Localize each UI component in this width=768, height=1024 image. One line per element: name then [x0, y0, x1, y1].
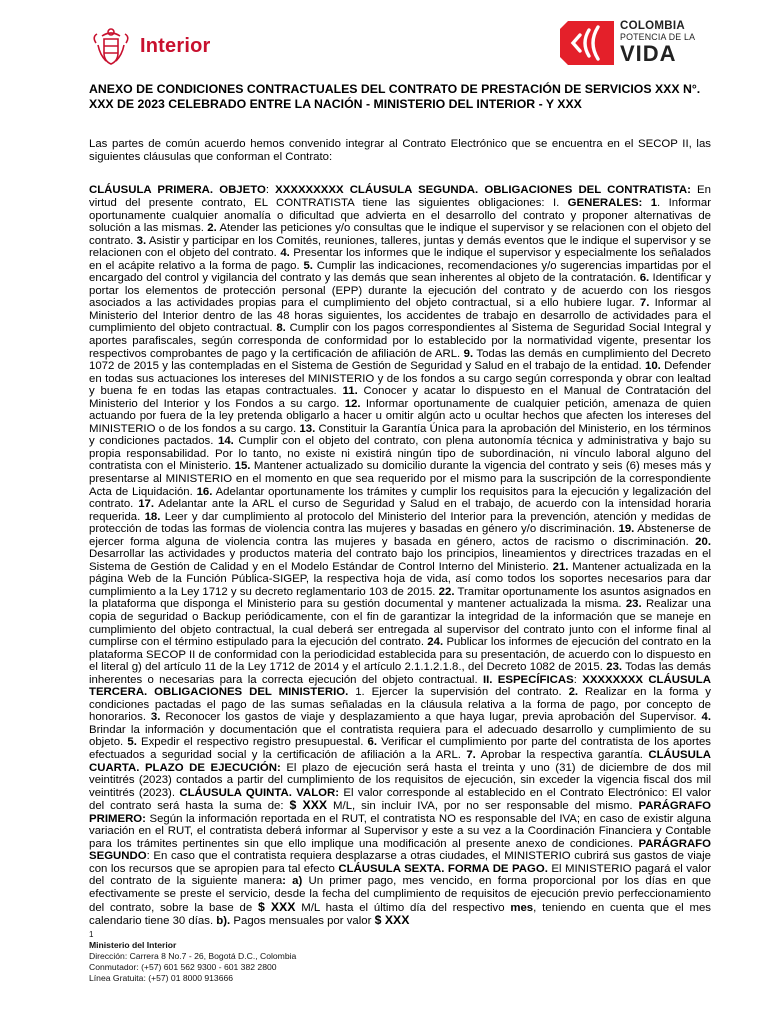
- clause-text: Constituir la Garantía Única para la aprobación del Ministerio, en los términos y condiciones pactados.: [89, 422, 711, 448]
- clause-heading-text: 13.: [299, 422, 316, 435]
- clause-heading-text: mes: [510, 901, 534, 914]
- clause-text: Defender en todas sus actuaciones los intereses del MINISTERIO y de los fondos a su cargo según corresponda y obrar con lealtad y buena fe en todas las etapas contractuales.: [89, 360, 712, 398]
- coat-of-arms-icon: [88, 23, 134, 69]
- clause-text: 1. Ejercer la supervisión del contrato.: [348, 686, 569, 699]
- footnote-marker: 1: [89, 930, 94, 939]
- clause-text: Abstenerse de ejercer forma alguna de violencia contra las mujeres y basada en género, actos de racismo o discriminación.: [89, 523, 711, 548]
- clause-text: Publicar los informes de ejecución del contrato en la plataforma SECOP II de conformidad con la periodicidad establecida para su presentación, de acuerdo con lo dispuesto en el literal g) del artículo 11 de la Ley 1712 de 2014 y el artículo 2.1.1.2.1.8., del Decreto 1082 de 2015.: [89, 636, 712, 674]
- clause-text: Realizar una copia de seguridad o Backup periódicamente, con el fin de garantizar la integridad de la información que se maneje en cumplimiento del objeto contractual, la cual deberá ser entregada al supervisor del contrato junto con el informe final al cumplirse con el término estipulado para la ejecución del contrato.: [89, 598, 711, 649]
- clause-text: . Informar oportunamente cualquier anomalía o dificultad que advierta en el desarrollo del contrato y proponer alternativas de solución a las mismas.: [89, 196, 711, 235]
- intro-paragraph: Las partes de común acuerdo hemos convenido integrar al Contrato Electrónico que se encuentra en el SECOP II, las siguientes cláusulas que conforman el Contrato:: [89, 138, 711, 163]
- clause-heading-text: : a): [282, 875, 303, 888]
- clause-text: Todas las demás en cumplimiento del Decreto 1072 de 2015 y las contempladas en el Sistema de Gestión de Seguridad y Salud en el trabajo de la entidad.: [89, 347, 712, 373]
- clause-text: Expedir el respectivo registro presupuestal.: [136, 736, 368, 749]
- clause-text: Un primer pago, mes vencido, en forma proporcional por los días en que efectivamente se preste el servicio, desde la fecha del cumplimiento de requisitos de ejecución previo perfeccionamiento del contrato, sobre la base de: [89, 875, 711, 914]
- clause-text: Leer y dar cumplimiento al protocolo del Ministerio del Interior para la prevención, atención y medidas de protección de todas las formas de violencia contra las mujeres y basadas en género y/o discriminación.: [89, 510, 711, 536]
- brand-line-2: POTENCIA DE LA: [620, 32, 696, 43]
- clause-text: Mantener actualizada en la página Web de la Función Pública-SIGEP, la respectiva hoja de vida, así como todos los soportes necesarios para dar cumplimiento a la Ley 1712 y su decreto reglamentario 103 de 2015.: [89, 560, 711, 598]
- clause-text: Aprobar la respectiva garantía.: [475, 749, 649, 762]
- clause-heading-text: 23.: [606, 661, 623, 674]
- clause-heading-text: 9.: [463, 347, 474, 360]
- clause-heading-text: 2.: [207, 222, 217, 235]
- brand-line-3: VIDA: [620, 41, 677, 67]
- clause-text: Informar al Ministerio del Interior dentro de las 48 horas siguientes, los accidentes de trabajo en desarrollo de actividades para el cumplimiento del objeto contractual.: [89, 297, 711, 335]
- document-content: [89, 82, 711, 928]
- clause-text: Asistir y participar en los Comités, reuniones, talleres, juntas y demás eventos que le indique el supervisor y se relacionen con el objeto del contrato.: [89, 234, 711, 260]
- footer-toll-free: Línea Gratuita: (+57) 01 8000 913666: [89, 973, 234, 983]
- clause-text: Informar oportunamente de cualquier petición, amenaza de quien actuando por fuera de la ley pretenda obligarlo a hacer u omitir algún acto u ocultar hechos que afecten los intereses del MINISTERIO o de los fondos a su cargo.: [89, 397, 711, 435]
- clause-text: M/L hasta el último día del respectivo: [295, 901, 511, 914]
- clause-heading-text: 21.: [552, 560, 569, 573]
- clause-heading-text: 8.: [276, 322, 286, 335]
- page-footer: [89, 929, 489, 984]
- clause-text: :: [265, 184, 276, 197]
- clause-text: :: [573, 673, 583, 686]
- footer-org: Ministerio del Interior: [89, 940, 177, 950]
- clauses-paragraph: [89, 184, 711, 927]
- clause-text: : En caso que el contratista requiera desplazarse a otras ciudades, el MINISTERIO cubrirá sus gastos de viaje con los recursos que se apropien para tal efecto: [89, 850, 711, 875]
- document-title: ANEXO DE CONDICIONES CONTRACTUALES DEL CONTRATO DE PRESTACIÓN DE SERVICIOS XXX N°. XXX DE 2023 CELEBRADO ENTRE LA NACIÓN - MINISTERIO DEL INTERIOR - Y XXX: [89, 82, 701, 111]
- clause-text: El MINISTERIO pagará el valor del contrato de la siguiente manera: [89, 862, 711, 888]
- clause-heading-text: 16.: [196, 485, 213, 498]
- ministry-logo: [88, 22, 211, 70]
- clause-heading-text: PARÁGRAFO PRIMERO:: [89, 800, 711, 825]
- clause-heading-text: XXXXXXXX CLÁUSULA TERCERA. OBLIGACIONES DEL MINISTERIO.: [89, 673, 711, 699]
- clause-text: Desarrollar las actividades y productos materia del contrato bajo los principios, lineamientos y directrices trazadas en el Sistema de Gestión de Calidad y en el Modelo Estándar de Control Interno del Ministerio.: [89, 548, 711, 573]
- clause-heading-text: 11.: [342, 385, 358, 398]
- clause-text: El plazo de ejecución será hasta el treinta y uno (31) de diciembre de dos mil veintitrés (2023) contados a partir del cumplimiento de los requisitos de ejecución, sin exceder la vigencia fiscal dos mil veintitrés (2023).: [89, 761, 711, 799]
- clause-text: Cumplir con el objeto del contrato, con plena autonomía técnica y administrativa y bajo su propia responsabilidad. Por lo tanto, no existe ni existirá ningún tipo de subordinación, ni vínculo laboral alguno del contratista con el Ministerio.: [89, 435, 711, 473]
- clause-heading-text: 22.: [438, 585, 455, 598]
- clause-heading-text: 3.: [136, 234, 147, 247]
- clause-heading-text: 12.: [344, 397, 361, 410]
- clause-text: Mantener actualizado su domicilio durante la vigencia del contrato y seis (6) meses más y presentarse al MINISTERIO en el momento en que sea requerido por el mismo para la suscripción de la correspondiente Acta de Liquidación.: [89, 460, 712, 498]
- clause-text: Cumplir con los pagos correspondientes al Sistema de Seguridad Social Integral y aportes parafiscales, según corresponda de conformidad por lo establecido por la normatividad vigente, presentar los respectivos comprobantes de pago y la certificación de afiliación de ARL.: [89, 322, 711, 360]
- clause-heading-text: 4.: [280, 247, 290, 260]
- clause-heading-text: 6.: [639, 272, 650, 285]
- clause-text: Conocer y acatar lo dispuesto en el Manual de Contratación del Ministerio del Interior y los Fondos a su cargo.: [89, 385, 711, 410]
- clause-heading-text: PARÁGRAFO SEGUNDO: [89, 837, 711, 863]
- ministry-name: Interior: [140, 34, 211, 57]
- clause-text: M/L, sin incluir IVA, por no ser responsable del mismo.: [327, 800, 639, 813]
- clause-text: El valor corresponde al establecido en el Contrato Electrónico: El valor del contrato será hasta la suma de:: [89, 786, 712, 813]
- clause-heading-text: 5.: [127, 736, 137, 749]
- clause-heading-text: $ XXX: [289, 798, 328, 813]
- clause-heading-text: $ XXX: [257, 899, 296, 914]
- clause-heading-text: 19.: [618, 523, 635, 536]
- clause-heading-text: 7.: [639, 297, 650, 310]
- clause-heading-text: 23.: [625, 598, 642, 611]
- clause-heading-text: 4.: [701, 711, 712, 724]
- brand-wordmark: [620, 21, 695, 65]
- brand-mark-icon: [560, 21, 614, 65]
- clause-heading-text: 7.: [466, 749, 476, 762]
- clause-text: Pagos mensuales por valor: [230, 915, 375, 928]
- clause-heading-text: CLÁUSULA QUINTA. VALOR:: [179, 786, 340, 799]
- clause-text: Adelantar oportunamente los trámites y cumplir los requisitos para la ejecución y legalización del contrato.: [89, 485, 711, 511]
- clause-text: Realizar en la forma y condiciones pactadas el pago de las sumas señaladas en la cláusula relativa a la forma de pago, por concepto de honorarios.: [89, 686, 712, 724]
- clause-text: Presentar los informes que le indique el supervisor y especialmente los señalados en el acápite relativo a la forma de pago.: [89, 247, 711, 272]
- clause-text: Cumplir las indicaciones, recomendaciones y/o sugerencias impartidas por el encargado del control y vigilancia del contrato y las demás que sean inherentes al objeto de la contratación.: [89, 259, 711, 285]
- clause-heading-text: 18.: [144, 510, 161, 523]
- clause-heading-text: CLÁUSULA SEXTA. FORMA DE PAGO.: [338, 862, 548, 875]
- clause-heading-text: XXXXXXXXX CLÁUSULA SEGUNDA. OBLIGACIONES DEL CONTRATISTA:: [275, 184, 691, 197]
- clause-heading-text: 10.: [645, 360, 661, 373]
- clause-heading-text: 17.: [138, 498, 155, 511]
- clause-text: , teniendo en cuenta que el mes calendario tiene 30 días.: [89, 901, 711, 928]
- clause-heading-text: 5.: [303, 259, 313, 272]
- footer-phone: Conmutador: (+57) 601 562 9300 - 601 382 2800: [89, 962, 277, 972]
- clause-text: Identificar y portar los elementos de protección personal (EPP) durante la ejecución del contrato y de acuerdo con los riesgos asociados a las actividades propias para el cumplimiento del objeto contractual, si a ello hubiere lugar.: [89, 272, 711, 310]
- clause-heading-text: 2.: [568, 686, 579, 699]
- clause-text: Verificar el cumplimiento por parte del contratista de los aportes efectuados a seguridad social y la certificación de afiliación a la ARL.: [89, 736, 711, 762]
- clause-text: Todas las demás inherentes o necesarias para la correcta ejecución del objeto contractual.: [89, 661, 711, 686]
- clause-heading-text: CLÁUSULA CUARTA. PLAZO DE EJECUCIÓN:: [89, 749, 712, 774]
- clause-heading-text: GENERALES: 1: [567, 196, 658, 209]
- clause-text: Brindar la información y documentación que el contratista requiera para el adecuado desarrollo y cumplimiento de su objeto.: [89, 723, 711, 749]
- clause-heading-text: 15.: [234, 460, 251, 473]
- clause-text: Atender las peticiones y/o consultas que le indique el supervisor y se relacionen con el objeto del contrato.: [89, 222, 712, 247]
- clause-text: Reconocer los gastos de viaje y desplazamiento a que haya lugar, previa aprobación del Supervisor.: [160, 711, 702, 724]
- clause-heading-text: 24.: [427, 636, 444, 649]
- clause-heading-text: 20.: [695, 535, 711, 548]
- clause-text: Adelantar ante la ARL el curso de Seguridad y Salud en el trabajo, de acuerdo con la intensidad horaria requerida.: [89, 498, 711, 523]
- clause-heading-text: b).: [216, 915, 231, 928]
- clause-heading-text: $ XXX: [374, 913, 410, 928]
- clause-text: Tramitar oportunamente los asuntos asignados en la plataforma que disponga el Ministerio para su gestión documental y mantener actualizada la misma.: [89, 585, 711, 611]
- clause-heading-text: 6.: [367, 736, 378, 749]
- clause-text: Según la información reportada en el RUT, el contratista NO es responsable del IVA; en caso de existir alguna variación en el RUT, el contratista deberá informar al Supervisor y este a su vez a la Coordinación Financiera y Contable para los trámites pertinentes sin que ello implique una modificación al presente anexo de condiciones.: [89, 812, 711, 850]
- clause-text: En virtud del presente contrato, EL CONTRATISTA tiene las siguientes obligaciones: I.: [89, 184, 711, 209]
- brand-line-1: COLOMBIA: [620, 19, 686, 32]
- clause-heading-text: II. ESPECÍFICAS: [482, 673, 574, 686]
- clause-heading-text: CLÁUSULA PRIMERA. OBJETO: [89, 184, 266, 197]
- clause-heading-text: 3.: [150, 711, 161, 724]
- colombia-brand-logo: [560, 20, 695, 66]
- footer-address: Dirección: Carrera 8 No.7 - 26, Bogotá D.C., Colombia: [89, 951, 297, 961]
- clause-heading-text: 14.: [218, 435, 234, 448]
